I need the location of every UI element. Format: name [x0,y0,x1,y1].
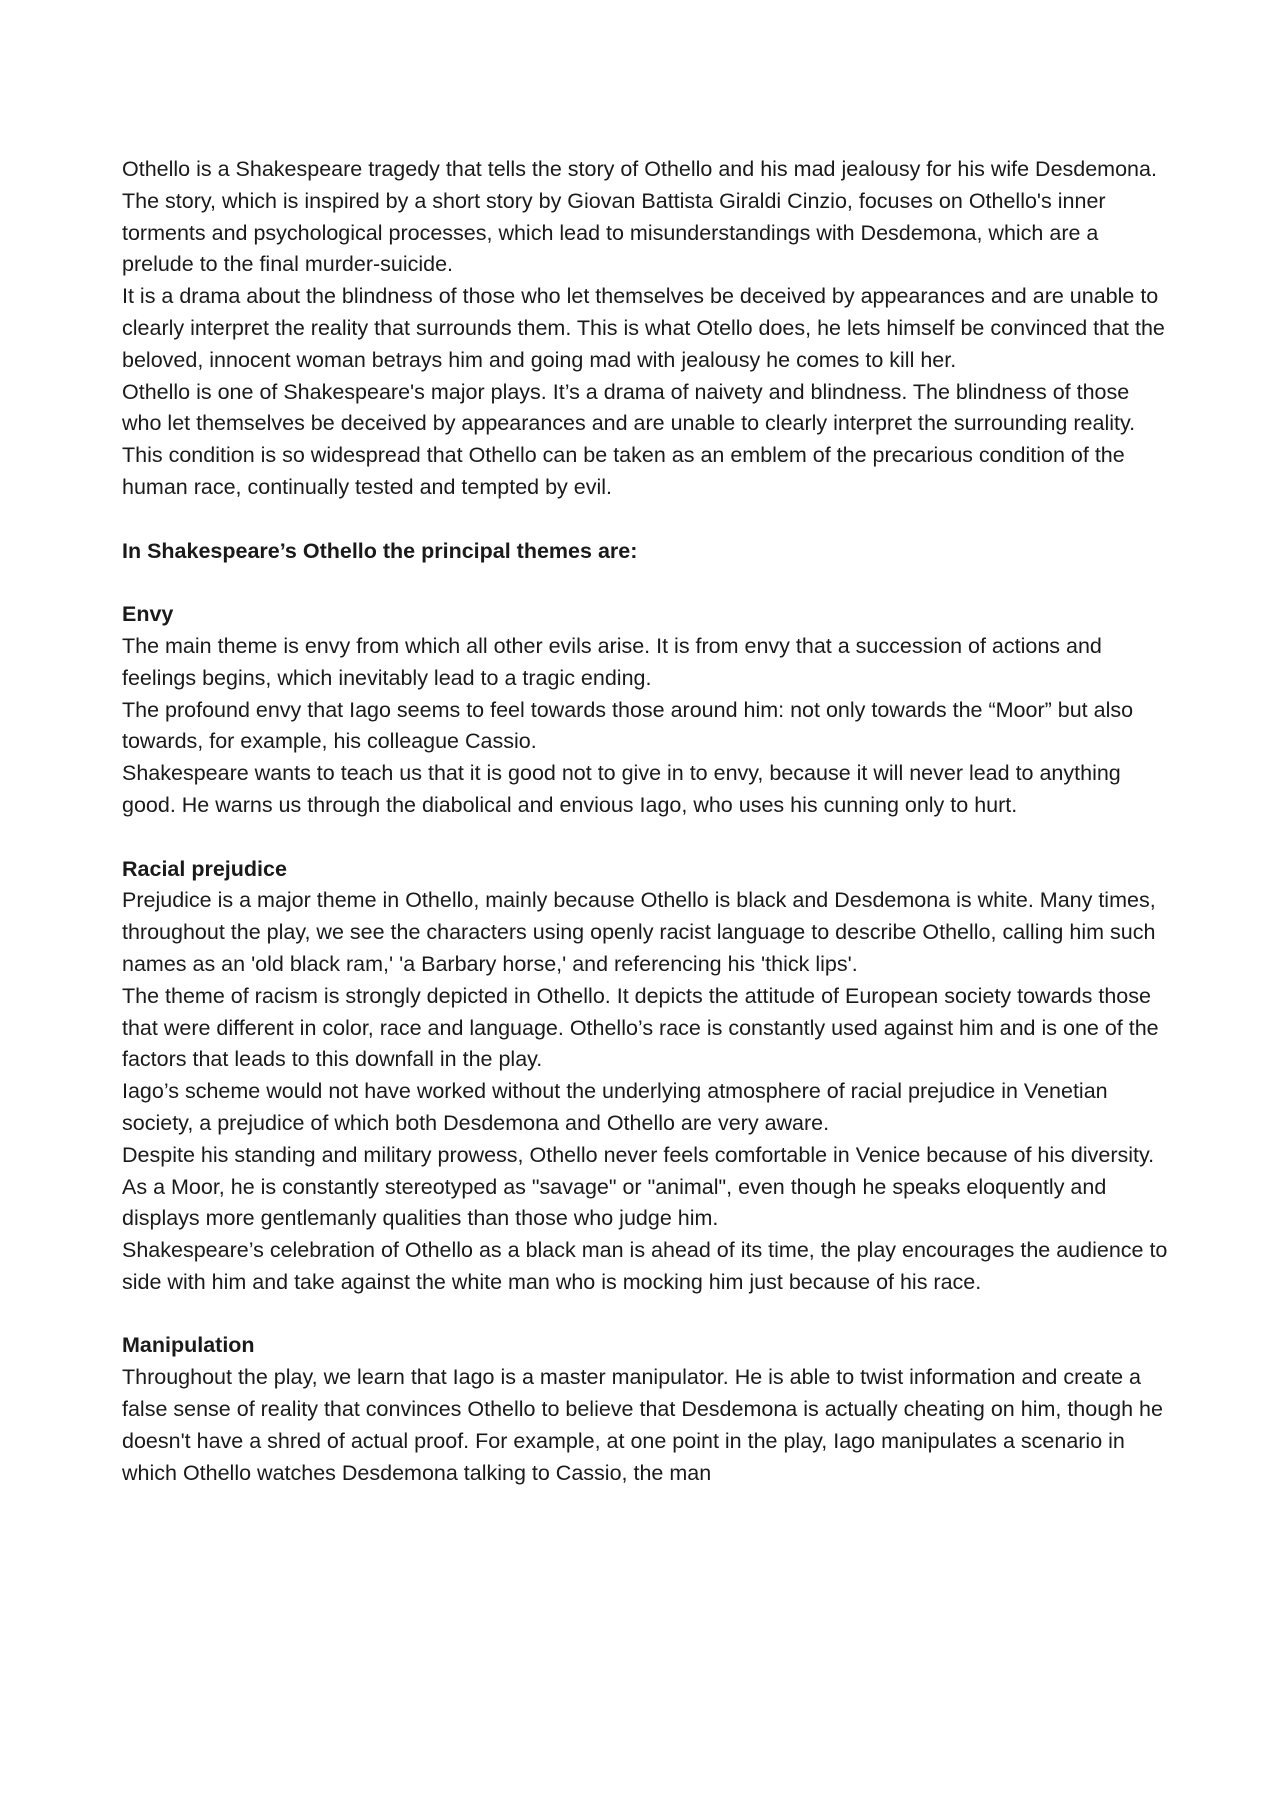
section-paragraph: The main theme is envy from which all other evils arise. It is from envy that a succession of actions and feelings begins, which inevitably lead to a tragic ending. [122,633,1102,690]
document-body [122,154,1172,1489]
section-paragraph: Despite his standing and military prowess, Othello never feels comfortable in Venice because of his diversity. As a Moor, he is constantly stereotyped as "savage" or "animal", even though he speaks eloquently and displays more gentlemanly qualities than those who judge him. [122,1142,1155,1231]
section-title-racial-prejudice: Racial prejudice [122,856,287,881]
intro-paragraph: Othello is a Shakespeare tragedy that tells the story of Othello and his mad jealousy for his wife Desdemona. [122,157,1157,181]
section-paragraph: Shakespeare wants to teach us that it is good not to give in to envy, because it will never lead to anything good. He warns us through the diabolical and envious Iago, who uses his cunning only to hurt. [122,761,1121,817]
intro-paragraph: It is a drama about the blindness of those who let themselves be deceived by appearances and are unable to clearly interpret the reality that surrounds them. This is what Otello does, he lets himself be convinced that the beloved, innocent woman betrays him and going mad with jealousy he comes to kill her. [122,284,1165,372]
section-title-envy: Envy [122,602,174,627]
paragraph-spacer [122,567,1172,599]
section-title-manipulation: Manipulation [122,1333,255,1358]
paragraph-spacer [122,504,1172,536]
section-paragraph: Prejudice is a major theme in Othello, mainly because Othello is black and Desdemona is white. Many times, throughout the play, we see the characters using openly racist language to describe Othello, calling him such names as an 'old black ram,' 'a Barbary horse,' and referencing his 'thick lips'. [122,888,1156,976]
section-paragraph: Throughout the play, we learn that Iago is a master manipulator. He is able to twist information and create a false sense of reality that convinces Othello to believe that Desdemona is actually cheating on him, though he doesn't have a shred of actual proof. For example, at one point in the play, Iago manipulates a scenario in which Othello watches Desdemona talking to Cassio, the man [122,1365,1163,1485]
section-paragraph: The theme of racism is strongly depicted in Othello. It depicts the attitude of European society towards those that were different in color, race and language. Othello’s race is constantly used against him and is one of the factors that leads to this downfall in the play. [122,983,1159,1072]
section-paragraph: The profound envy that Iago seems to feel towards those around him: not only towards the “Moor” but also towards, for example, his colleague Cassio. [122,697,1134,754]
intro-paragraph: Othello is one of Shakespeare's major plays. It’s a drama of naivety and blindness. The blindness of those who let themselves be deceived by appearances and are unable to clearly interpret the surrounding reality. This condition is so widespread that Othello can be taken as an emblem of the precarious condition of the human race, continually tested and tempted by evil. [122,379,1136,499]
intro-paragraph: The story, which is inspired by a short story by Giovan Battista Giraldi Cinzio, focuses on Othello's inner torments and psychological processes, which lead to misunderstandings with Desdemona, which are a prelude to the final murder-suicide. [122,188,1106,277]
paragraph-spacer [122,1299,1172,1331]
section-paragraph: Iago’s scheme would not have worked without the underlying atmosphere of racial prejudice in Venetian society, a prejudice of which both Desdemona and Othello are very aware. [122,1079,1108,1135]
paragraph-spacer [122,822,1172,854]
themes-heading: In Shakespeare’s Othello the principal themes are: [122,538,638,563]
section-paragraph: Shakespeare’s celebration of Othello as a black man is ahead of its time, the play encourages the audience to side with him and take against the white man who is mocking him just because of his race. [122,1238,1168,1294]
